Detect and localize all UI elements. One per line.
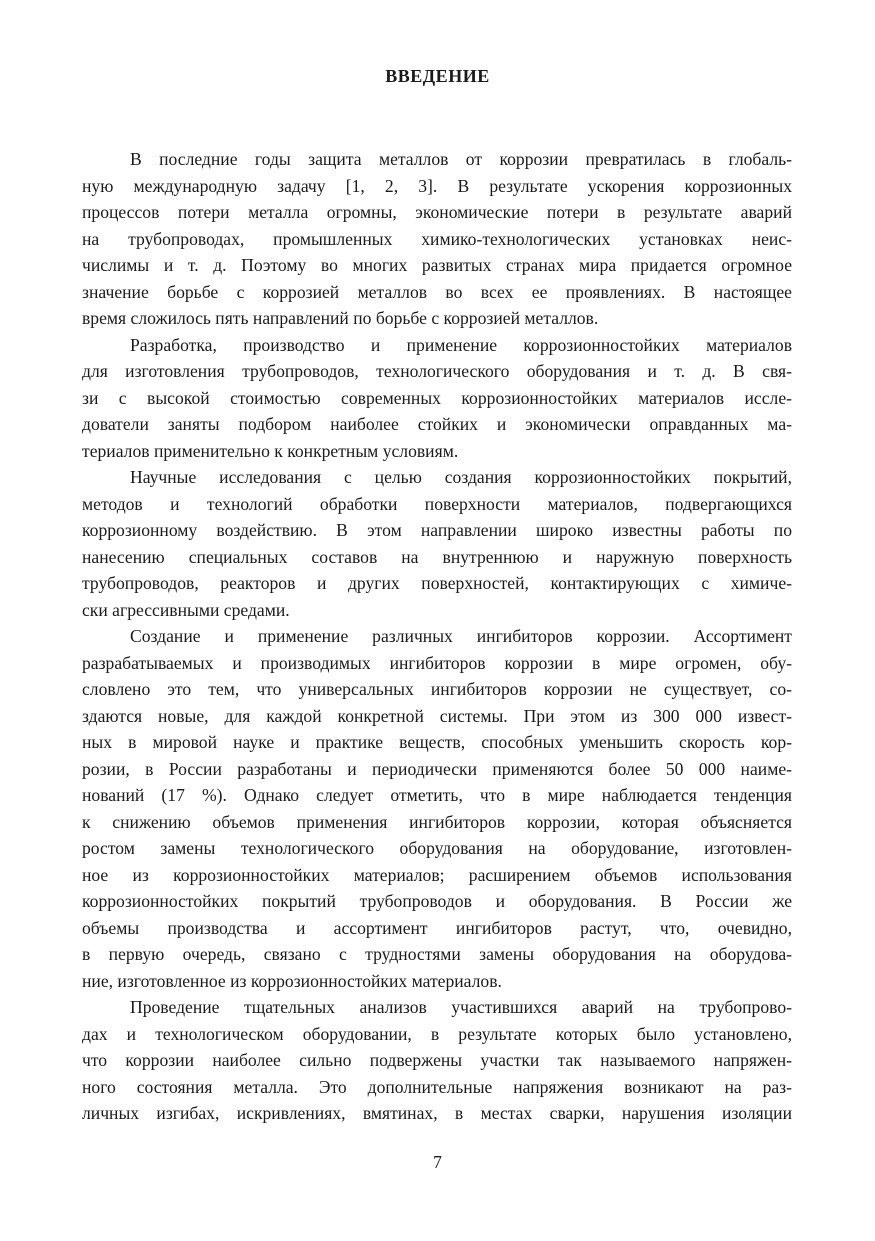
paragraph bbox=[82, 994, 792, 1127]
text-line: Создание и применение различных ингибиторов коррозии. Ассортимент bbox=[130, 626, 792, 646]
text-line: коррозионному воздействию. В этом направлении широко известны работы по bbox=[82, 520, 792, 540]
text-line: нанесению специальных составов на внутреннюю и наружную поверхность bbox=[82, 546, 792, 567]
text-line: что коррозии наиболее сильно подвержены участки так называемого напряжен- bbox=[82, 1050, 792, 1070]
text-line: объемы производства и ассортимент ингибиторов растут, что, очевидно, bbox=[82, 917, 792, 938]
text-line: В последние годы защита металлов от коррозии превратилась в глобаль- bbox=[130, 149, 792, 169]
paragraph bbox=[82, 146, 792, 332]
text-line: ных в мировой науке и практике веществ, способных уменьшить скорость кор- bbox=[82, 732, 792, 752]
text-line: в первую очередь, связано с трудностями замены оборудования на оборудова- bbox=[82, 944, 792, 964]
text-line: Разработка, производство и применение коррозионностойких материалов bbox=[130, 334, 792, 355]
text-line: Научные исследования с целью создания коррозионностойких покрытий, bbox=[130, 467, 792, 487]
text-line: личных изгибах, искривлениях, вмятинах, в местах сварки, нарушения изоляции bbox=[82, 1103, 792, 1123]
text-line: розии, в России разработаны и периодически применяются более 50 000 наиме- bbox=[82, 758, 792, 779]
text-line: дователи заняты подбором наиболее стойких и экономически оправданных ма- bbox=[82, 414, 792, 434]
paragraph bbox=[82, 332, 792, 465]
text-line: разрабатываемых и производимых ингибиторов коррозии в мире огромен, обу- bbox=[82, 652, 792, 673]
body-text bbox=[82, 146, 792, 1127]
text-line: коррозионностойких покрытий трубопроводов и оборудования. В России же bbox=[82, 891, 792, 911]
text-line: словлено это тем, что универсальных ингибиторов коррозии не существует, со- bbox=[82, 679, 792, 699]
text-line: ние, изготовленное из коррозионностойких материалов. bbox=[82, 970, 502, 991]
text-line: числимы и т. д. Поэтому во многих развитых странах мира придается огромное bbox=[82, 255, 792, 275]
text-line: на трубопроводах, промышленных химико-технологических установках неис- bbox=[82, 228, 792, 249]
paragraph bbox=[82, 623, 792, 994]
text-line: ное из коррозионностойких материалов; расширением объемов использования bbox=[82, 864, 792, 885]
page-number: 7 bbox=[433, 1152, 442, 1172]
text-line: зи с высокой стоимостью современных коррозионностойких материалов иссле- bbox=[82, 387, 792, 408]
text-line: к снижению объемов применения ингибиторов коррозии, которая объясняется bbox=[82, 811, 792, 832]
text-line: териалов применительно к конкретным условиям. bbox=[82, 440, 459, 461]
text-line: методов и технологий обработки поверхности материалов, подвергающихся bbox=[82, 493, 792, 514]
text-line: время сложилось пять направлений по борьбе с коррозией металлов. bbox=[82, 308, 599, 328]
text-line: ного состояния металла. Это дополнительные напряжения возникают на раз- bbox=[82, 1076, 792, 1097]
text-line: значение борьбе с коррозией металлов во всех ее проявлениях. В настоящее bbox=[82, 281, 792, 302]
text-line: ски агрессивными средами. bbox=[82, 599, 290, 620]
text-line: дах и технологическом оборудовании, в результате которых было установлено, bbox=[82, 1023, 792, 1044]
text-line: Проведение тщательных анализов участившихся аварий на трубопрово- bbox=[130, 997, 792, 1017]
text-line: ную международную задачу [1, 2, 3]. В результате ускорения коррозионных bbox=[82, 175, 792, 196]
text-line: здаются новые, для каждой конкретной системы. При этом из 300 000 извест- bbox=[82, 705, 792, 726]
text-line: нований (17 %). Однако следует отметить, что в мире наблюдается тенденция bbox=[82, 785, 792, 805]
text-line: для изготовления трубопроводов, технологического оборудования и т. д. В свя- bbox=[82, 361, 792, 381]
text-line: трубопроводов, реакторов и других поверхностей, контактирующих с химиче- bbox=[82, 573, 792, 593]
text-line: процессов потери металла огромны, экономические потери в результате аварий bbox=[82, 202, 792, 222]
page-title: ВВЕДЕНИЕ bbox=[385, 66, 490, 86]
paragraph bbox=[82, 464, 792, 623]
text-line: ростом замены технологического оборудования на оборудование, изготовлен- bbox=[82, 838, 792, 858]
